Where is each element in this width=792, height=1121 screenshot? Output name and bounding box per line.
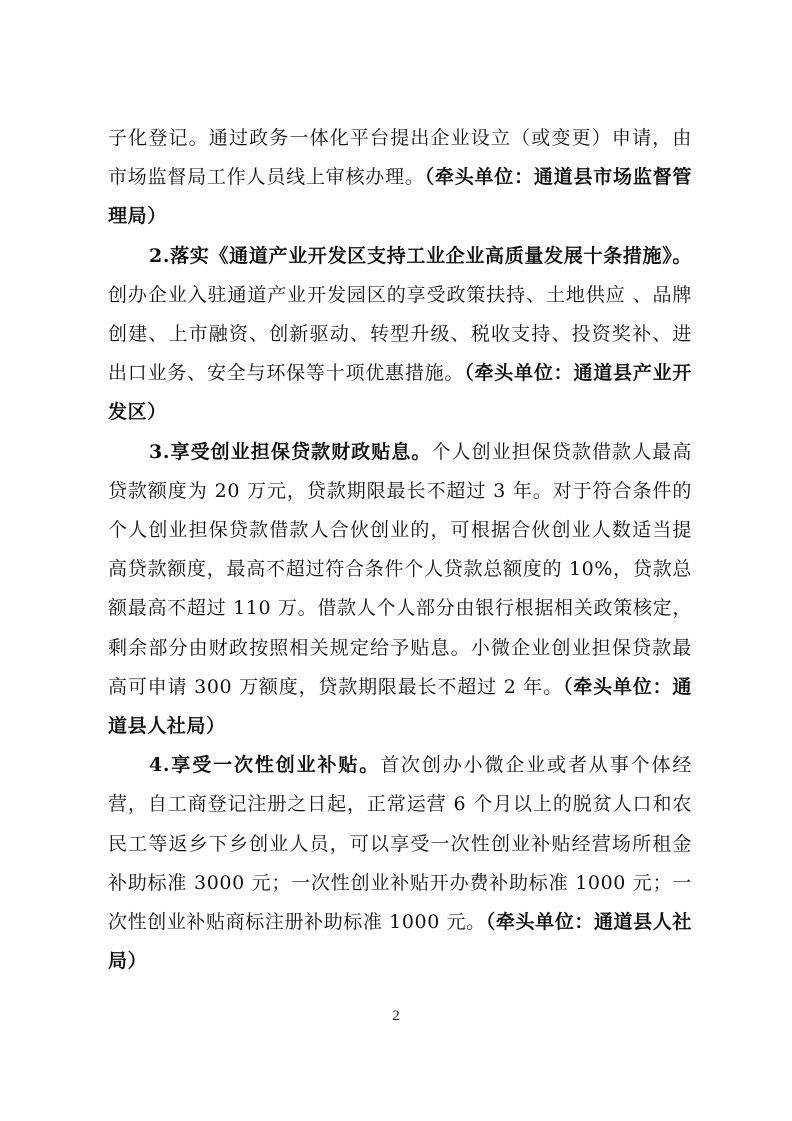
paragraph-body: 个人创业担保贷款借款人最高贷款额度为 20 万元，贷款期限最长不超过 3 年。对于符合条件的个人创业担保贷款借款人合伙创业的，可根据合伙创业人数适当提高贷款额度，最高不超过符合条件个人贷款总额度的 10%，贷款总额最高不超过 110 万。借款人个人部分由银行根据相关政策核定，剩余部分由财政按照相关规定给予贴息。小微企业创业担保贷款最高可申请 300 万额度，贷款期限最长不超过 2 年。 [108,440,692,698]
paragraph-body: 子化登记。通过政务一体化平台提出企业设立（或变更）申请，由市场监督局工作人员线上审核办理。 [108,127,692,189]
item-heading: 2.落实《通道产业开发区支持工业企业高质量发展十条措施》。 [149,244,692,267]
item-heading: 4.享受一次性创业补贴。 [149,754,381,777]
lead-unit: （牵头单位：通道县人社局） [108,911,692,973]
paragraph-item-2 [108,237,692,433]
paragraph-continuation [108,119,692,237]
item-heading: 3.享受创业担保贷款财政贴息。 [149,440,432,463]
document-body [108,119,692,981]
paragraph-body: 创办企业入驻通道产业开发园区的享受政策扶持、土地供应 、品牌创建、上市融资、创新驱动、转型升级、税收支持、投资奖补、进出口业务、安全与环保等十项优惠措施。 [108,283,692,385]
lead-unit: （牵头单位：通道县市场监督管理局） [108,166,693,228]
paragraph-item-4 [108,746,692,981]
lead-unit: （牵头单位：通道县产业开发区） [108,362,692,424]
paragraph-item-3 [108,433,692,747]
lead-unit: （牵头单位：通道县人社局） [108,675,692,738]
paragraph-body: 首次创办小微企业或者从事个体经营，自工商登记注册之日起，正常运营 6 个月以上的脱贫人口和农民工等返乡下乡创业人员，可以享受一次性创业补贴经营场所租金补助标准 3000 元；一次性创业补贴开办费补助标准 1000 元；一次性创业补贴商标注册补助标准 1000 元。 [108,754,692,934]
page-number: 2 [392,1008,400,1024]
